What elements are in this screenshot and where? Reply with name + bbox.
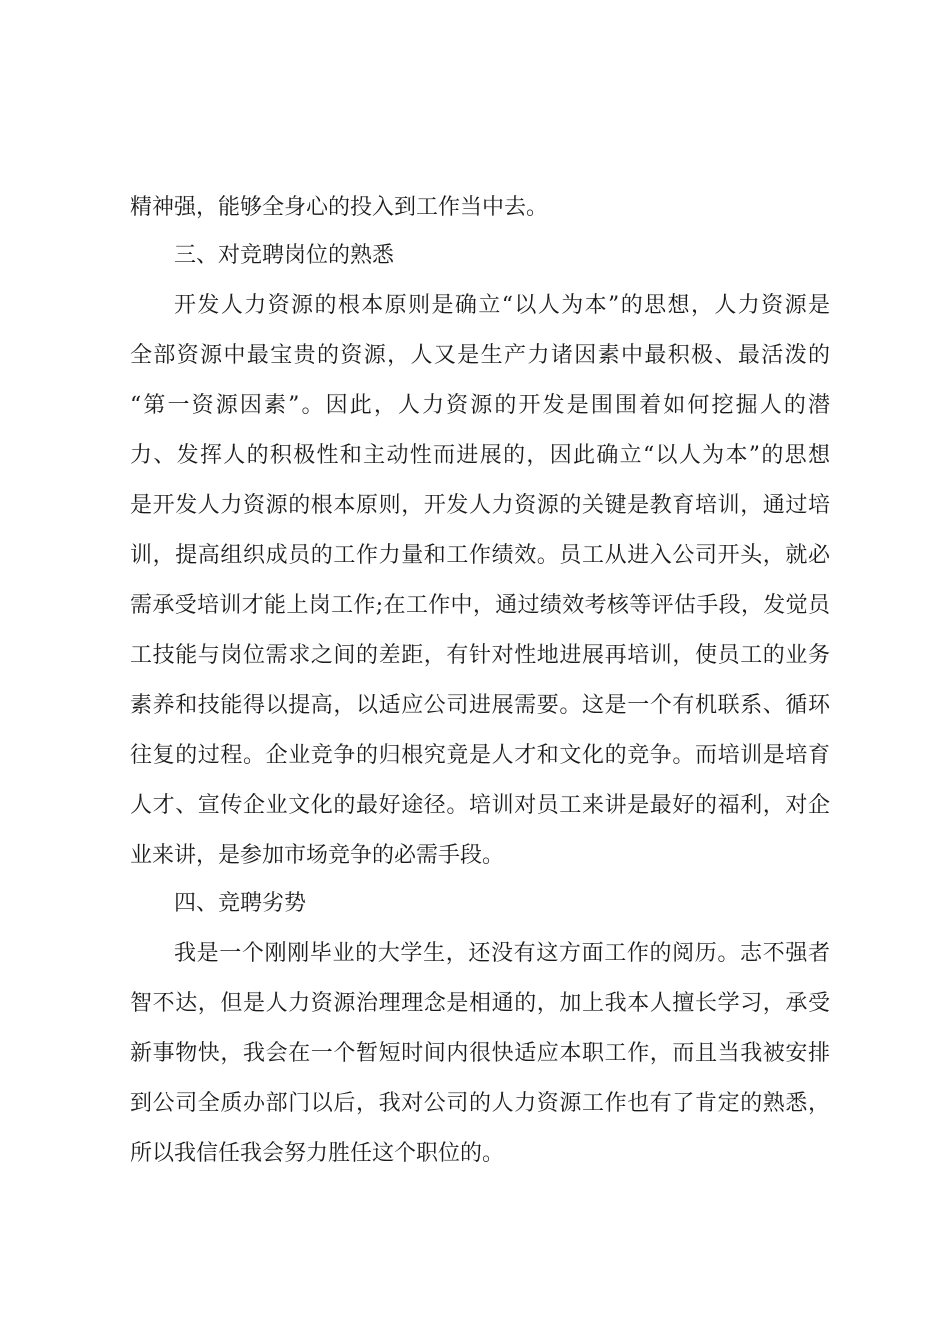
paragraph-line: 全部资源中最宝贵的资源，人又是生产力诸因素中最积极、最活泼的 [130,343,830,368]
paragraph-line: 力、发挥人的积极性和主动性而进展的，因此确立“以人为本”的思想 [130,443,830,468]
section-heading-disadvantages: 四、竞聘劣势 [174,891,307,916]
paragraph-line: 开发人力资源的根本原则是确立“以人为本”的思想，人力资源是 [174,293,830,318]
paragraph-line: 是开发人力资源的根本原则，开发人力资源的关键是教育培训，通过培 [130,493,830,518]
paragraph-line: 人才、宣传企业文化的最好途径。培训对员工来讲是最好的福利，对企 [130,793,830,818]
paragraph-line: 我是一个刚刚毕业的大学生，还没有这方面工作的阅历。志不强者 [174,941,830,966]
paragraph-line: 工技能与岗位需求之间的差距，有针对性地进展再培训，使员工的业务 [130,643,830,668]
paragraph-line: 往复的过程。企业竞争的归根究竟是人才和文化的竞争。而培训是培育 [130,743,830,768]
paragraph-line: 新事物快，我会在一个暂短时间内很快适应本职工作，而且当我被安排 [130,1041,830,1066]
paragraph-line: 智不达，但是人力资源治理理念是相通的，加上我本人擅长学习，承受 [130,991,830,1016]
paragraph-line: 到公司全质办部门以后，我对公司的人力资源工作也有了肯定的熟悉， [130,1091,830,1116]
paragraph-line: 素养和技能得以提高，以适应公司进展需要。这是一个有机联系、循环 [130,693,830,718]
paragraph-line: 训，提高组织成员的工作力量和工作绩效。员工从进入公司开头，就必 [130,543,830,568]
paragraph-line: 业来讲，是参加市场竞争的必需手段。 [130,843,505,868]
section-heading-familiarity: 三、对竞聘岗位的熟悉 [174,243,395,268]
paragraph-line: 需承受培训才能上岗工作;在工作中，通过绩效考核等评估手段，发觉员 [130,593,830,618]
paragraph-line: 所以我信任我会努力胜任这个职位的。 [130,1141,505,1166]
paragraph-line: 精神强，能够全身心的投入到工作当中去。 [130,195,549,220]
paragraph-line: “第一资源因素”。因此，人力资源的开发是围围着如何挖掘人的潜 [130,393,830,418]
